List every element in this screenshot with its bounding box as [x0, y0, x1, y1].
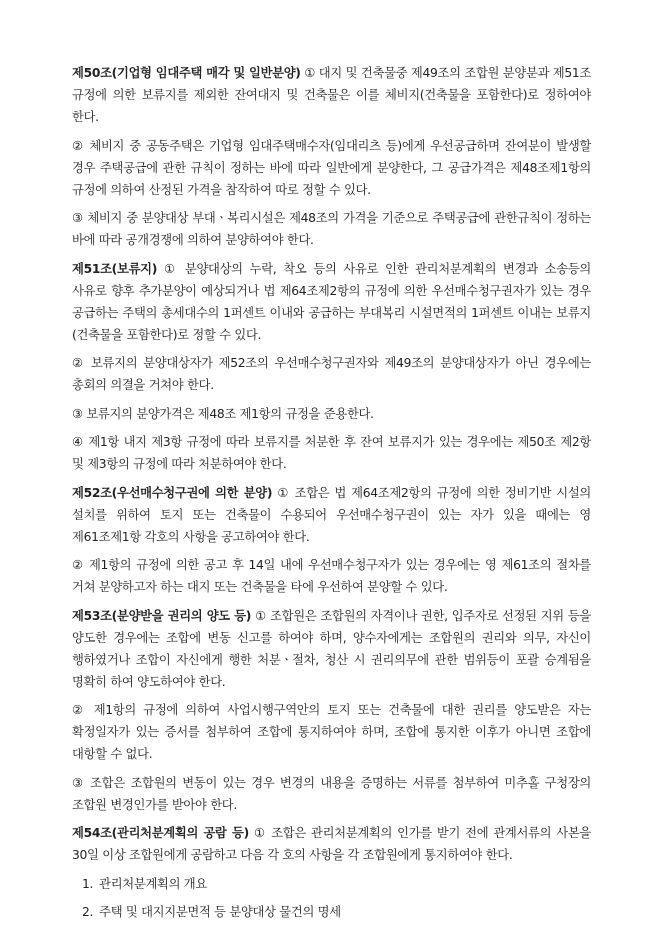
article-52-heading: 제52조(우선매수청구권에 의한 분양) — [72, 485, 273, 500]
article-50-para-3: ③ 체비지 중 분양대상 부대ㆍ복리시설은 제48조의 가격을 기준으로 주택공급에 관한규칙이 정하는 바에 따라 공개경쟁에 의하여 분양하여야 한다. — [72, 211, 591, 247]
article-53-text-1: ① 조합원은 조합원의 자격이나 권한, 입주자로 선정된 지위 등을 양도한 경우에는 조합에 변동 신고를 하여야 하며, 양수자에게는 조합원의 권리와 의무, 자신이 행하였거나 조합이 자신에게 행한 처분ㆍ절차, 청산 시 권리의무에 관한 범위등이 포괄 승계됨을 명확히 하여 양도하여야 한다. — [72, 608, 591, 689]
article-52-para-1 — [72, 482, 591, 548]
article-51-para-4: ④ 제1항 내지 제3항 규정에 따라 보류지를 처분한 후 잔여 보류지가 있는 경우에는 제50조 제2항 및 제3항의 규정에 따라 처분하여야 한다. — [72, 435, 591, 471]
article-50-para-2: ② 체비지 중 공동주택은 기업형 임대주택매수자(임대리츠 등)에게 우선공급하며 잔여분이 발생할 경우 주택공급에 관한 규칙이 정하는 바에 따라 일반에게 분양한다, 그 공급가격은 제48조제1항의 규정에 의하여 산정된 가격을 참작하여 따로 정할 수 있다. — [72, 138, 591, 197]
article-50-text-1: ① 대지 및 건축물중 제49조의 조합원 분양분과 제51조 규정에 의한 보류지를 제외한 잔여대지 및 건축물은 이를 체비지(건축물을 포함한다)로 정하여야 한다. — [72, 66, 591, 124]
list-item — [72, 873, 591, 895]
article-52-text-1: ① 조합은 법 제64조제2항의 규정에 의한 정비기반 시설의 설치를 위하여 토지 또는 건축물이 수용되어 우선매수청구권이 있는 자가 있을 때에는 영 제61조제1항 각호의 사항을 공고하여야 한다. — [72, 485, 592, 544]
article-50-heading: 제50조(기업형 임대주택 매각 및 일반분양) — [72, 66, 301, 80]
article-53-para-3: ③ 조합은 조합원의 변동이 있는 경우 변경의 내용을 증명하는 서류를 첨부하여 미추홀 구청장의 조합원 변경인가를 받아야 한다. — [72, 775, 591, 812]
list-item-number: 1. — [82, 876, 94, 891]
article-50-para-1 — [72, 62, 591, 128]
article-53-para-2: ② 제1항의 규정에 의하여 사업시행구역안의 토지 또는 건축물에 대한 권리를 양도받은 자는 확정일자가 있는 증서를 첨부하여 조합에 통지하여야 하며, 조합에 통지한 이후가 아니면 조합에 대항할 수 없다. — [72, 703, 591, 761]
article-52-para-2: ② 제1항의 규정에 의한 공고 후 14일 내에 우선매수청구자가 있는 경우에는 영 제61조의 절차를 거쳐 분양하고자 하는 대지 또는 건축물을 타에 우선하여 분양할 수 있다. — [72, 558, 591, 594]
article-53-heading: 제53조(분양받을 권리의 양도 등) — [72, 608, 252, 623]
list-item-text: 주택 및 대지지분면적 등 분양대상 물건의 명세 — [99, 905, 341, 919]
article-51-text-1: ① 분양대상의 누락, 착오 등의 사유로 인한 관리처분계획의 변경과 소송등의 사유로 향후 추가분양이 예상되거나 법 제64조제2항의 규정에 의한 우선매수청구권자가 있는 경우 공급하는 주택의 총세대수의 1퍼센트 이내와 공급하는 부대복리 시설면적의 1퍼센트 이내는 보류지(건축물을 포함한다)로 정할 수 있다. — [72, 261, 591, 342]
list-item-number: 2. — [82, 905, 94, 919]
article-54-para-1 — [72, 822, 591, 866]
list-item — [72, 901, 591, 923]
article-51-para-1 — [72, 258, 591, 346]
article-51-para-3: ③ 보류지의 분양가격은 제48조 제1항의 규정을 준용한다. — [72, 406, 374, 421]
article-54-heading: 제54조(관리처분계획의 공람 등) — [72, 826, 249, 840]
article-51-heading: 제51조(보류지) — [72, 261, 158, 276]
list-item-text: 관리처분계획의 개요 — [99, 876, 207, 891]
document-page — [72, 62, 591, 930]
article-54-text-1: ① 조합은 관리처분계획의 인가를 받기 전에 관계서류의 사본을 30일 이상 조합원에게 공람하고 다음 각 호의 사항을 각 조합원에게 통지하여야 한다. — [72, 826, 592, 862]
article-53-para-1 — [72, 605, 591, 693]
article-51-para-2: ② 보류지의 분양대상자가 제52조의 우선매수청구권자와 제49조의 분양대상자가 아닌 경우에는 총회의 의결을 거쳐야 한다. — [72, 356, 591, 392]
